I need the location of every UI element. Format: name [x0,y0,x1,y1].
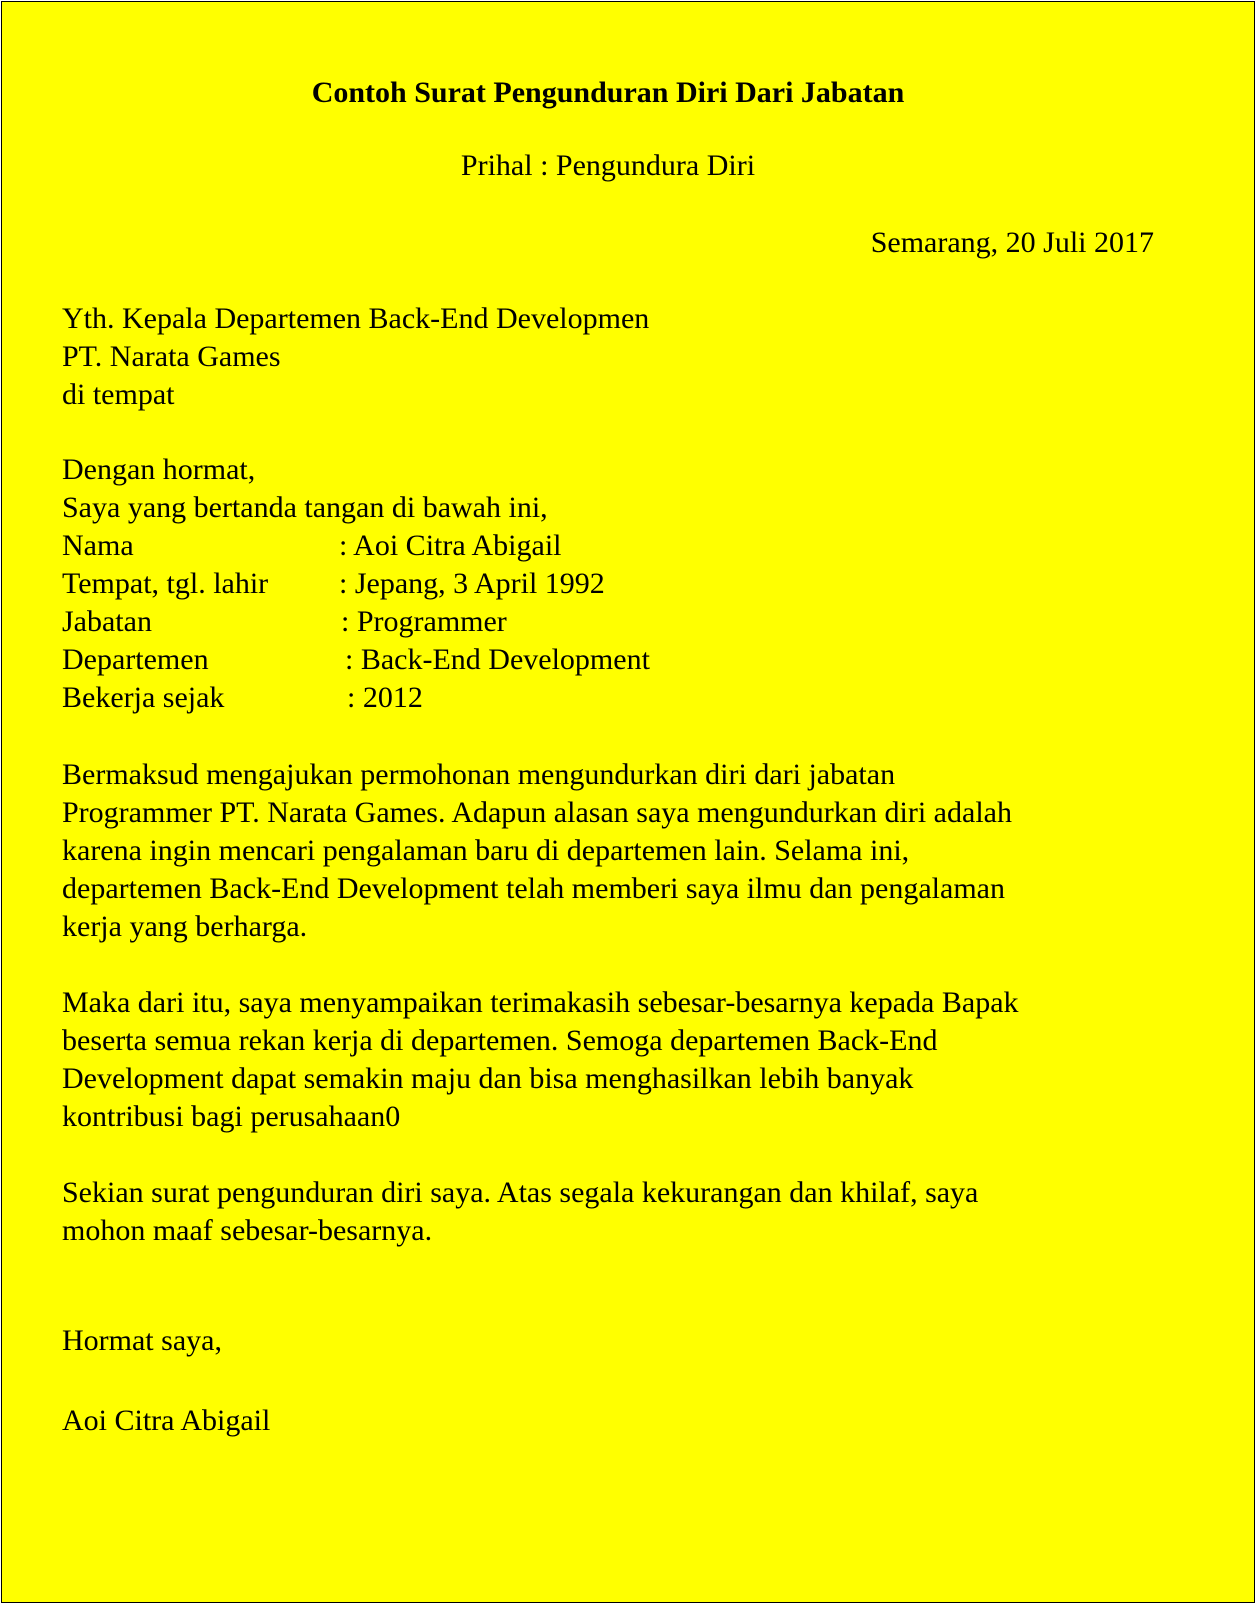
field-value-jabatan: : Programmer [341,605,507,638]
paragraph-2-line: kontribusi bagi perusahaan0 [62,1100,401,1133]
recipient-line: Yth. Kepala Departemen Back-End Developmen [62,302,650,335]
paragraph-3-line: mohon maaf sebesar-besarnya. [62,1214,433,1247]
field-label-nama: Nama [62,529,134,562]
paragraph-3-line: Sekian surat pengunduran diri saya. Atas segala kekurangan dan khilaf, saya [62,1176,979,1209]
paragraph-1-line: Programmer PT. Narata Games. Adapun alasan saya mengundurkan diri adalah [62,796,1012,829]
intro-line: Saya yang bertanda tangan di bawah ini, [62,491,548,524]
field-label-departemen: Departemen [62,643,209,676]
greeting: Dengan hormat, [62,453,256,486]
field-value-bekerja-sejak: : 2012 [347,681,423,714]
paragraph-1-line: kerja yang berharga. [62,910,308,943]
letter-page [1,1,1255,1603]
letter-date: Semarang, 20 Juli 2017 [870,226,1154,259]
paragraph-2-line: Development dapat semakin maju dan bisa menghasilkan lebih banyak [62,1062,914,1095]
paragraph-1-line: karena ingin mencari pengalaman baru di departemen lain. Selama ini, [62,834,910,867]
closing: Hormat saya, [62,1324,222,1357]
paragraph-2-line: Maka dari itu, saya menyampaikan terimakasih sebesar-besarnya kepada Bapak [62,986,1019,1019]
signature-name: Aoi Citra Abigail [62,1404,271,1437]
paragraph-1-line: departemen Back-End Development telah memberi saya ilmu dan pengalaman [62,872,1005,905]
letter-title: Contoh Surat Pengunduran Diri Dari Jabatan [311,76,905,109]
field-value-departemen: : Back-End Development [345,643,650,676]
recipient-line: di tempat [62,378,175,411]
field-label-bekerja-sejak: Bekerja sejak [62,681,225,714]
field-value-tempat-tgl-lahir: : Jepang, 3 April 1992 [339,567,605,600]
field-label-tempat-tgl-lahir: Tempat, tgl. lahir [62,567,269,600]
field-value-nama: : Aoi Citra Abigail [339,529,562,562]
field-label-jabatan: Jabatan [62,605,152,638]
letter-subject: Prihal : Pengundura Diri [460,149,756,182]
recipient-line: PT. Narata Games [62,340,281,373]
paragraph-1-line: Bermaksud mengajukan permohonan mengundurkan diri dari jabatan [62,758,896,791]
paragraph-2-line: beserta semua rekan kerja di departemen. Semoga departemen Back-End [62,1024,938,1057]
